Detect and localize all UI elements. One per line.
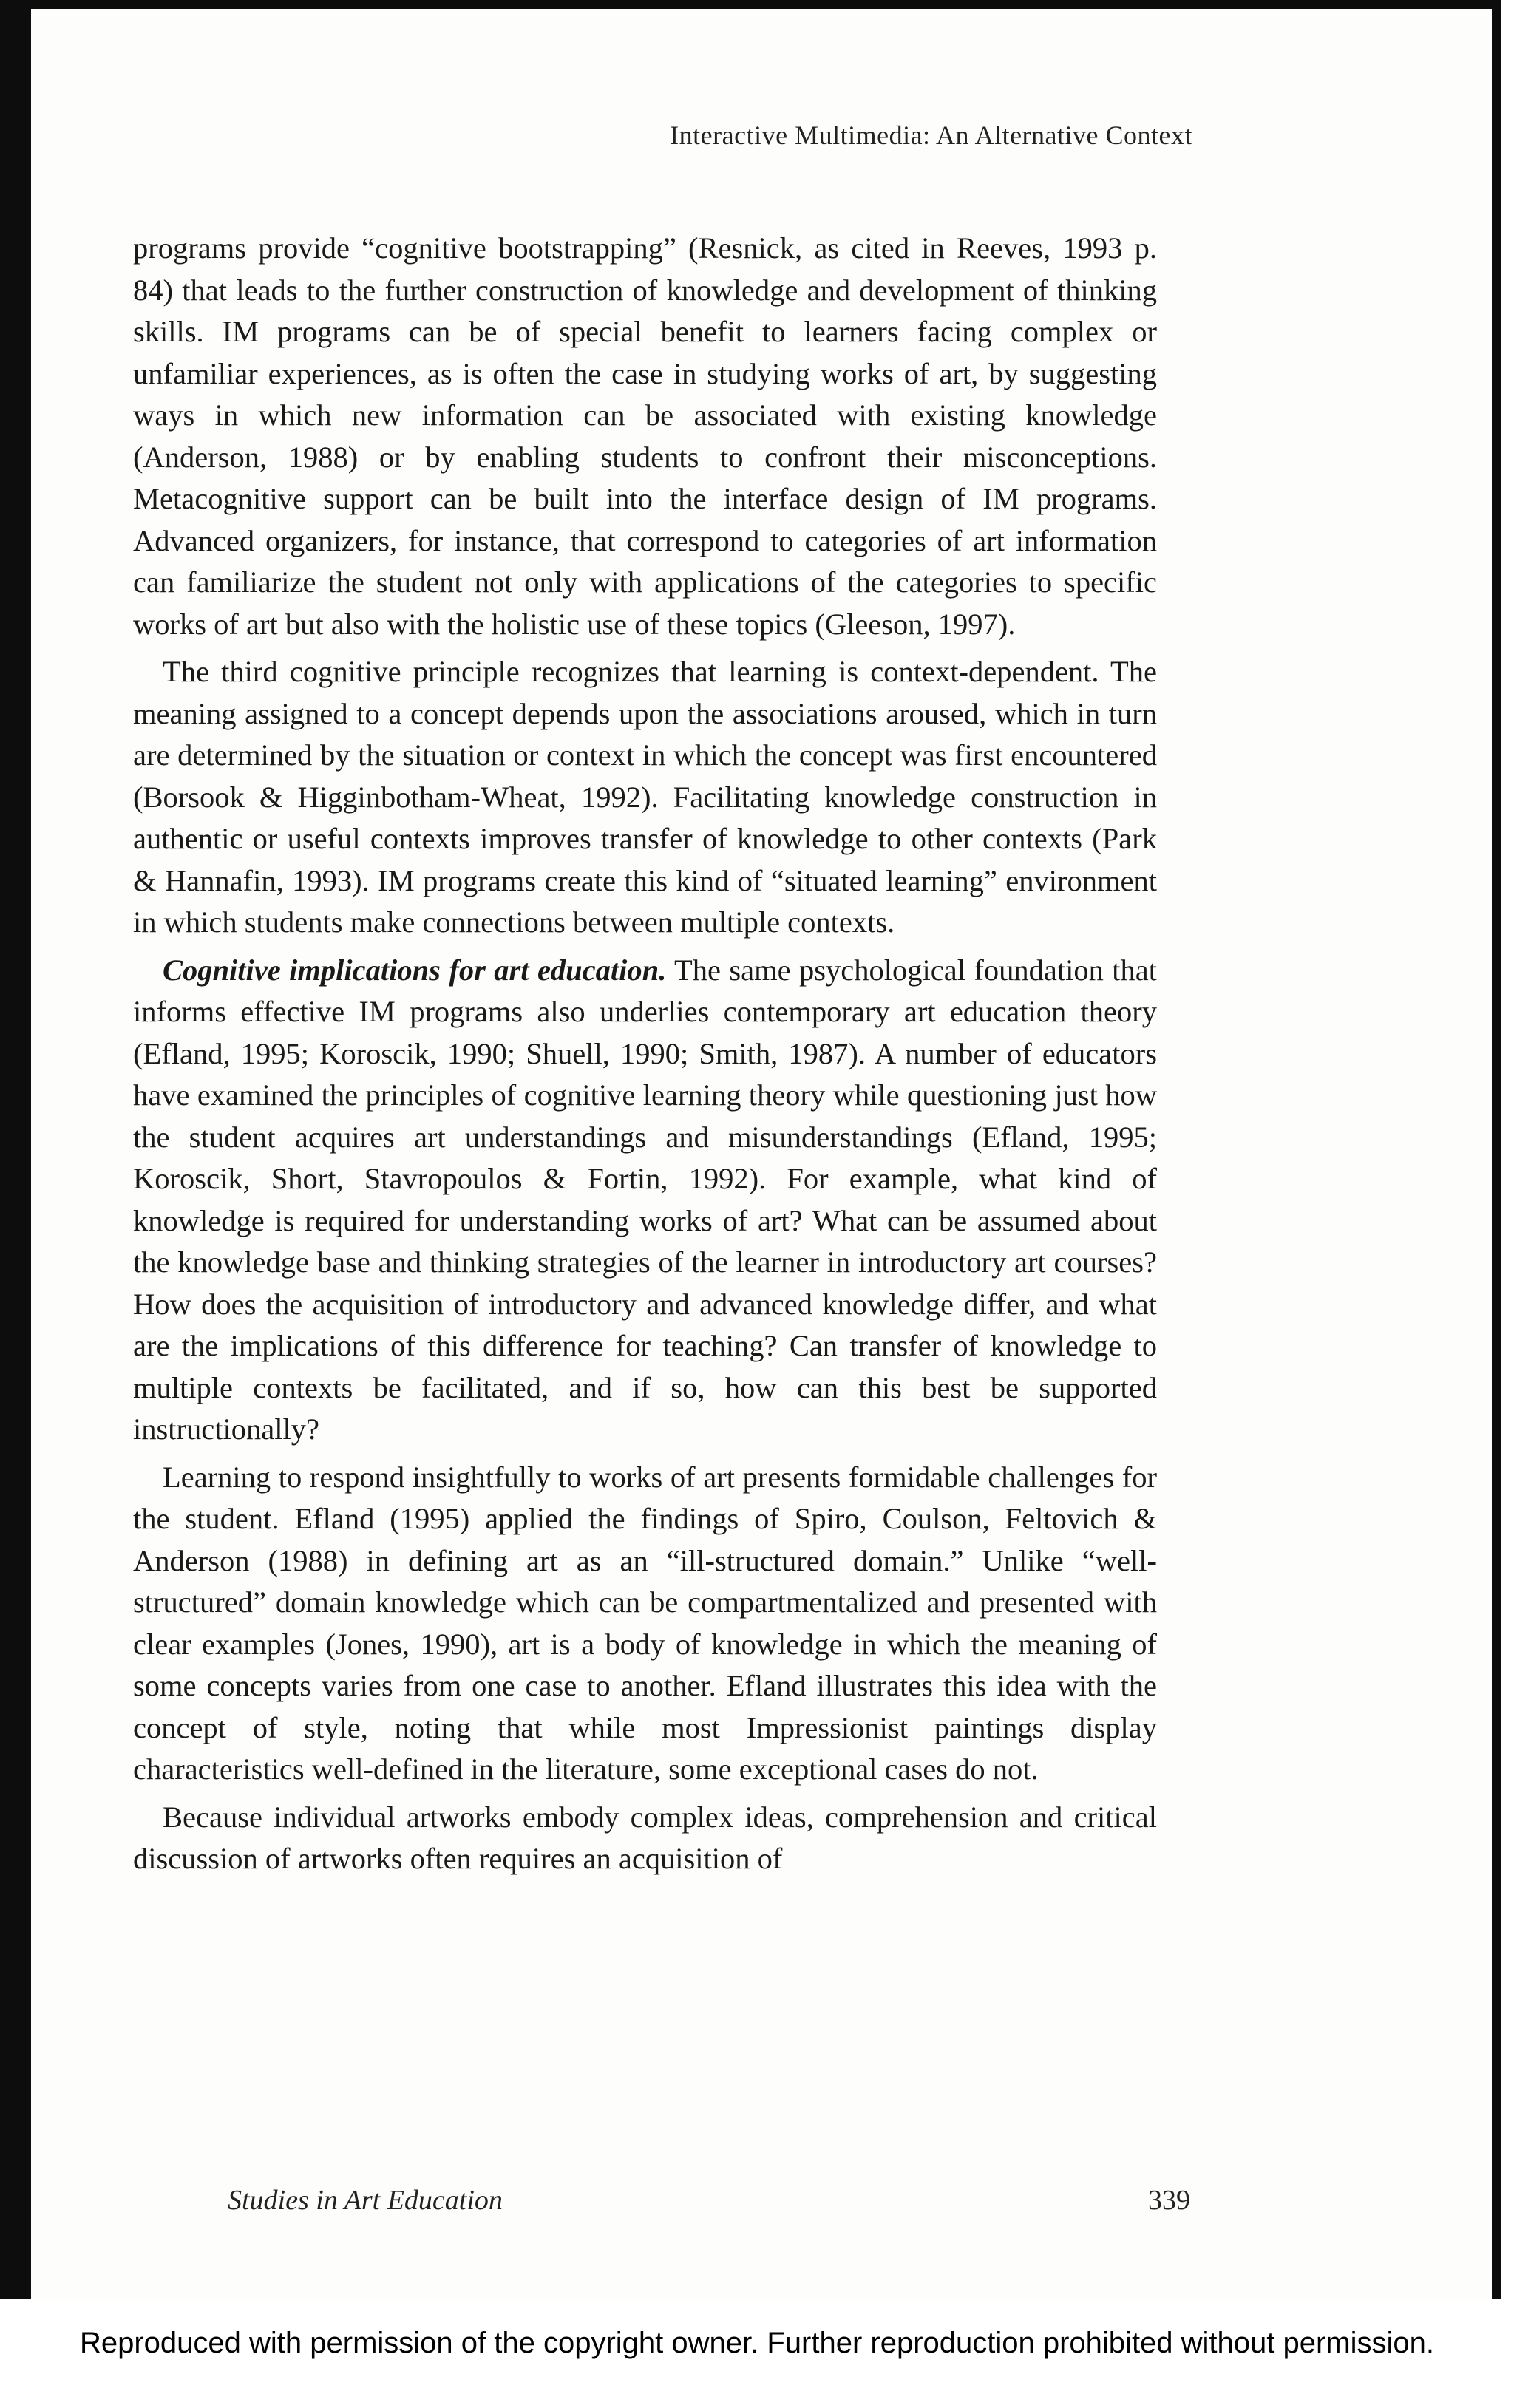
paragraph-3-text: The same psychological foundation that informs effective IM programs also underlies contemporary art education theory (Efland, 1995; Koroscik, 1990; Shuell, 1990; Smith, 1987). A number of educators have examined the principles of cognitive learning theory while questioning just how the student acquires art understandings and misunderstandings (Efland, 1995; Koroscik, Short, Stavropoulos & Fortin, 1992). For example, what kind of knowledge is required for understanding works of art? What can be assumed about the knowledge base and thinking strategies of the learner in introductory art courses? How does the acquisition of introductory and advanced knowledge differ, and what are the implications of this difference for teaching? Can transfer of knowledge to multiple contexts be facilitated, and if so, how can this best be supported instructionally? <box>133 953 1157 1446</box>
scan-border-left <box>0 0 31 2299</box>
scan-border-top <box>0 0 1501 9</box>
paragraph-3 <box>133 950 1157 1451</box>
paragraph-4: Learning to respond insightfully to works of art presents formidable challenges for the student. Efland (1995) applied the findings of Spiro, Coulson, Feltovich & Anderson (1988) in defining art as an “ill-structured domain.” Unlike “well-structured” domain knowledge which can be compartmentalized and presented with clear examples (Jones, 1990), art is a body of knowledge in which the meaning of some concepts varies from one case to another. Efland illustrates this idea with the concept of style, noting that while most Impressionist paintings display characteristics well-defined in the literature, some exceptional cases do not. <box>133 1460 1157 1786</box>
copyright-notice: Reproduced with permission of the copyright owner. Further reproduction prohibited without permission. <box>79 2327 1435 2359</box>
paragraph-1: programs provide “cognitive bootstrapping” (Resnick, as cited in Reeves, 1993 p. 84) that leads to the further construction of knowledge and development of thinking skills. IM programs can be of special benefit to learners facing complex or unfamiliar experiences, as is often the case in studying works of art, by suggesting ways in which new information can be associated with existing knowledge (Anderson, 1988) or by enabling students to confront their misconceptions. Metacognitive support can be built into the interface design of IM programs. Advanced organizers, for instance, that correspond to categories of art information can familiarize the student not only with applications of the categories to specific works of art but also with the holistic use of these topics (Gleeson, 1997). <box>133 231 1157 641</box>
section-run-in-heading: Cognitive implications for art education. <box>163 953 667 987</box>
paragraph-2: The third cognitive principle recognizes that learning is context-dependent. The meaning assigned to a concept depends upon the associations aroused, which in turn are determined by the situation or context in which the concept was first encountered (Borsook & Higginbotham-Wheat, 1992). Facilitating knowledge construction in authentic or useful contexts improves transfer of knowledge to other contexts (Park & Hannafin, 1993). IM programs create this kind of “situated learning” environment in which students make connections between multiple contexts. <box>133 655 1157 939</box>
page-number: 339 <box>1148 2185 1190 2216</box>
scan-border-right <box>1492 0 1501 2299</box>
article-body <box>133 228 1157 1886</box>
scanned-page <box>31 9 1492 2299</box>
journal-title: Studies in Art Education <box>228 2185 503 2216</box>
running-head: Interactive Multimedia: An Alternative Context <box>670 120 1192 150</box>
paragraph-5: Because individual artworks embody complex ideas, comprehension and critical discussion of artworks often requires an acquisition of <box>133 1800 1157 1875</box>
